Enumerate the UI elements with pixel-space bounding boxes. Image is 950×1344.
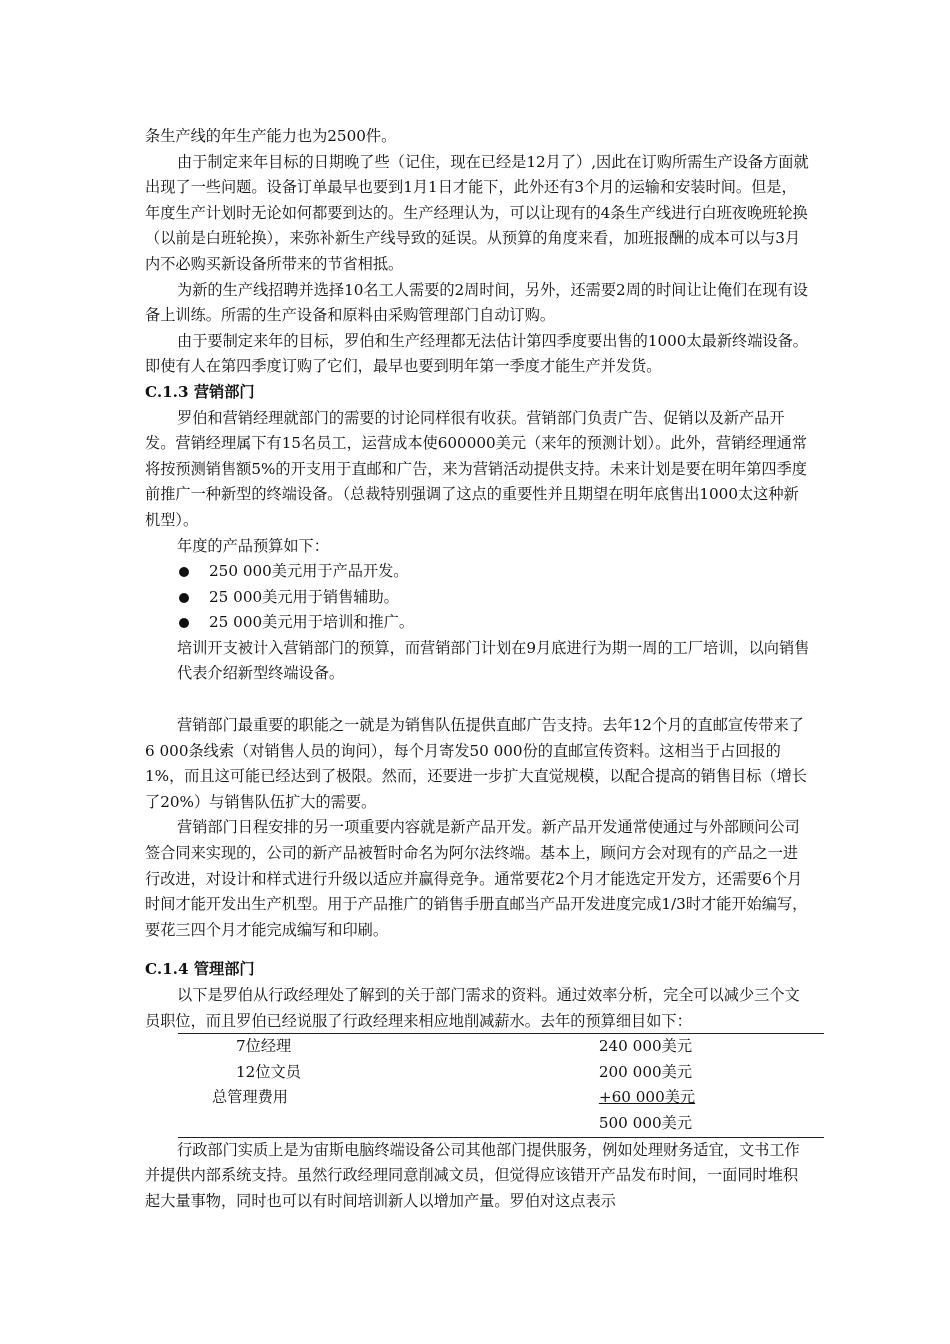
paragraph: 营销部门最重要的职能之一就是为销售队伍提供直邮广告支持。去年12个月的直邮宣传带来了6 000条线索（对销售人员的询问），每个月寄发50 000份的直邮宣传资料。这相当于占回报的1%，而且这可能已经达到了极限。然而，还要进一步扩大直觉规模，以配合提高的销售目标（增长了20%）与销售队伍扩大的需要。 (145, 716, 807, 811)
paragraph: 以下是罗伯从行政经理处了解到的关于部门需求的资料。通过效率分析，完全可以减少三个文员职位，而且罗伯已经说服了行政经理来相应地削减薪水。去年的预算细目如下： (145, 986, 800, 1030)
section-heading-c13: C.1.3 营销部门 (145, 382, 255, 401)
table-row (178, 1085, 824, 1111)
training-note: 培训开支被计入营销部门的预算，而营销部门计划在9月底进行为期一周的工厂培训，以向销售代表介绍新型终端设备。 (177, 638, 810, 683)
list-item (145, 610, 810, 636)
list-item-text: 25 000美元用于培训和推广。 (209, 613, 415, 632)
bullet-icon (179, 593, 189, 603)
spacer (145, 943, 810, 957)
list-item-text: 25 000美元用于销售辅助。 (209, 587, 399, 606)
paragraph: 行政部门实质上是为宙斯电脑终端设备公司其他部门提供服务，例如处理财务适宜，文书工作并提供内部系统支持。虽然行政经理同意削减文员，但觉得应该错开产品发布时间，一面同时堆积起大量事物，同时也可以有时间培训新人以增加产量。罗伯对这点表示 (145, 1140, 800, 1210)
table-cell-label: 7位经理 (236, 1037, 292, 1056)
spacer (145, 687, 810, 713)
budget-intro: 年度的产品预算如下： (177, 536, 329, 555)
bullet-icon (179, 618, 189, 628)
paragraph: 由于要制定来年的目标，罗伯和生产经理都无法估计第四季度要出售的1000太最新终端设备。即使有人在第四季度订购了它们，最早也要到明年第一季度才能生产并发货。 (145, 331, 808, 376)
paragraph: 由于制定来年目标的日期晚了些（记住，现在已经是12月了）,因此在订购所需生产设备方面就出现了一些问题。设备订单最早也要到1月1日才能下，此外还有3个月的运输和安装时间。但是，年度生产计划时无论如何都要到达的。生产经理认为，可以让现有的4条生产线进行白班夜晚班轮换（以前是白班轮换），来弥补新生产线导致的延误。从预算的角度来看，加班报酬的成本可以与3月内不必购买新设备所带来的节省相抵。 (145, 152, 809, 273)
table-cell-amount: 200 000美元 (598, 1062, 693, 1081)
paragraph: 为新的生产线招聘并选择10名工人需要的2周时间，另外，还需要2周的时间让让俺们在现有设备上训练。所需的生产设备和原料由采购管理部门自动订购。 (145, 280, 808, 325)
section-heading-c14: C.1.4 管理部门 (145, 960, 255, 979)
table-cell-total: 500 000美元 (598, 1113, 693, 1132)
table-cell-amount (599, 1085, 824, 1111)
table-row (178, 1034, 824, 1060)
budget-bullet-list (145, 559, 810, 636)
budget-table (178, 1033, 824, 1137)
list-item (145, 585, 810, 611)
table-cell-label: 总管理费用 (212, 1088, 288, 1107)
table-cell-label: 12位文员 (236, 1062, 301, 1081)
paragraph: 罗伯和营销经理就部门的需要的讨论同样很有收获。营销部门负责广告、促销以及新产品开发。营销经理属下有15名员工，运营成本使600000美元（来年的预测计划）。此外，营销经理通常将按预测销售额5%的开支用于直邮和广告，来为营销活动提供支持。未来计划是要在明年第四季度前推广一种新型的终端设备。（总裁特别强调了这点的重要性并且期望在明年底售出1000太这种新机型）。 (145, 408, 808, 529)
document-body (145, 124, 810, 1214)
paragraph: 条生产线的年生产能力也为2500件。 (145, 127, 397, 145)
table-row (178, 1060, 824, 1086)
bullet-icon (179, 567, 189, 577)
table-cell-label (178, 1111, 599, 1137)
list-item (145, 559, 810, 585)
subtotal-amount: +60 000美元 (598, 1088, 696, 1107)
paragraph: 营销部门日程安排的另一项重要内容就是新产品开发。新产品开发通常使通过与外部顾问公司签合同来实现的，公司的新产品被暂时命名为阿尔法终端。基本上，顾问方会对现有的产品之一进行改进，对设计和样式进行升级以适应并赢得竞争。通常要花2个月才能选定开发方，还需要6个月时间才能开发出生产机型。用于产品推广的销售手册直邮当产品开发进度完成1/3时才能开始编写，要花三四个月才能完成编写和印刷。 (145, 818, 808, 939)
list-item-text: 250 000美元用于产品开发。 (209, 562, 409, 581)
table-cell-amount: 240 000美元 (598, 1037, 693, 1056)
table-row (178, 1111, 824, 1137)
